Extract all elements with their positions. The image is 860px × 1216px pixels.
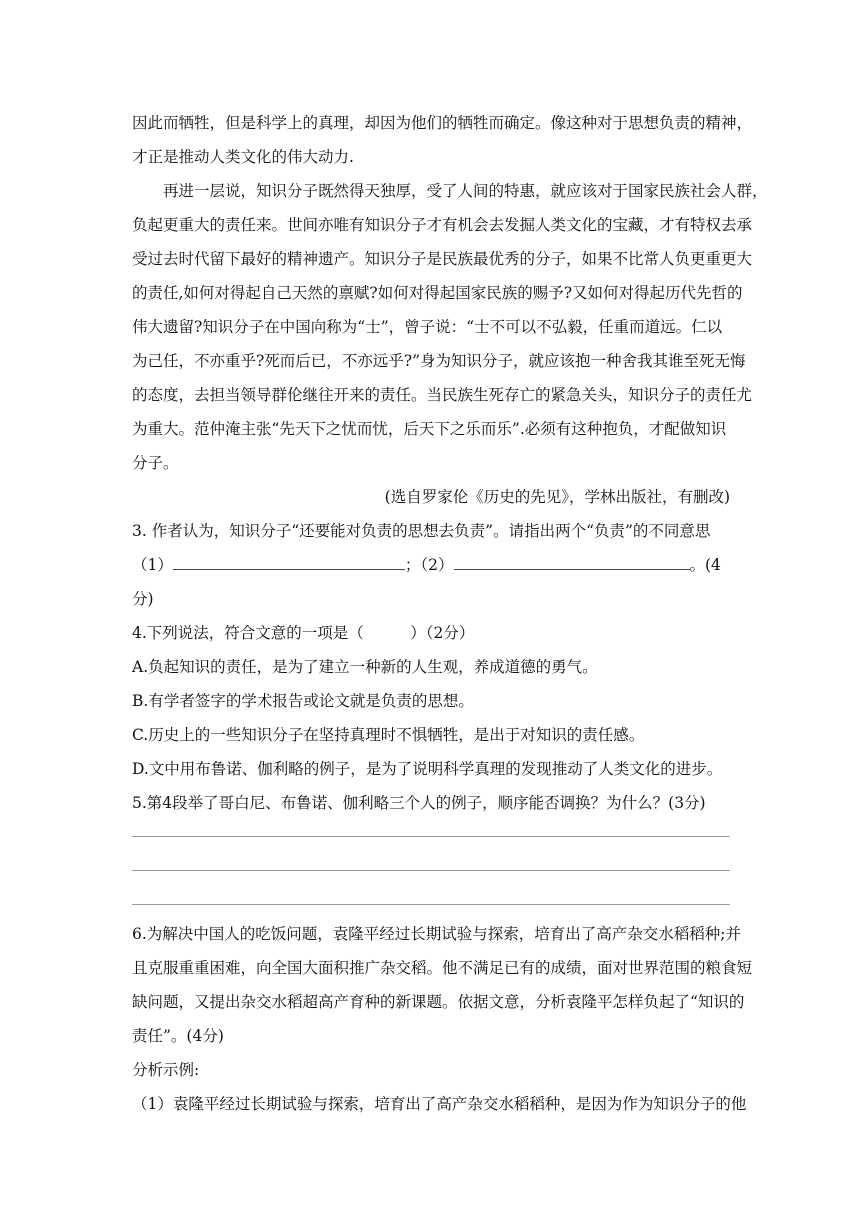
passage-line: 为己任，不亦重乎?死而后已，不亦远乎?”身为知识分子，就应该抱一种舍我其谁至死无悔 (132, 352, 746, 370)
passage-source: (选自罗家伦《历史的先见》，学林出版社，有删改) (384, 488, 730, 506)
question-3-stem: 3. 作者认为，知识分子“还要能对负责的思想去负责”。请指出两个“负责”的不同意思 (132, 522, 711, 540)
question-6-line: 且克服重重困难，向全国大面积推广杂交稻。他不满足已有的成绩，面对世界范围的粮食短 (132, 959, 753, 977)
example-label: 分析示例: (132, 1061, 200, 1079)
answer-rule[interactable] (132, 836, 730, 837)
answer-blank-1[interactable] (173, 553, 405, 570)
option-d: D.文中用布鲁诺、伽利略的例子，是为了说明科学真理的发现推动了人类文化的进步。 (132, 760, 723, 778)
question-5-stem: 5.第4段举了哥白尼、布鲁诺、伽利略三个人的例子，顺序能否调换？为什么？(3分) (132, 794, 706, 812)
option-a: A.负起知识的责任，是为了建立一种新的人生观，养成道德的勇气。 (132, 658, 598, 676)
answer-blank-2[interactable] (454, 553, 690, 570)
passage-line: 的态度，去担当领导群伦继往开来的责任。当民族生死存亡的紧急关头，知识分子的责任尤 (132, 386, 753, 404)
passage-line: 的责任,如何对得起自己天然的禀赋?如何对得起国家民族的赐予?又如何对得起历代先哲的 (132, 284, 743, 302)
question-6-line: 缺问题，又提出杂交水稻超高产育种的新课题。依据文意，分析袁隆平怎样负起了“知识的 (132, 993, 745, 1011)
passage-line: 为重大。范仲淹主张“先天下之忧而忧，后天下之乐而乐”.必须有这种抱负，才配做知识 (132, 420, 727, 438)
option-c: C.历史上的一些知识分子在坚持真理时不惧牺牲，是出于对知识的责任感。 (132, 726, 645, 744)
passage-line: 受过去时代留下最好的精神遗产。知识分子是民族最优秀的分子，如果不比常人负更重更大 (132, 250, 753, 268)
passage-line: 负起更重大的责任来。世间亦唯有知识分子才有机会去发掘人类文化的宝藏，才有特权去承 (132, 216, 753, 234)
score-note: 。(4 (689, 556, 721, 574)
question-4-stem: 4.下列说法，符合文意的一项是（ ）（2分） (132, 624, 475, 642)
question-6 (132, 917, 753, 1121)
answer-rule[interactable] (132, 870, 730, 871)
question-6-line: 责任”。(4分) (132, 1027, 224, 1045)
question-3-score-end: 分) (132, 590, 154, 608)
passage-line: 因此而牺牲，但是科学上的真理，却因为他们的牺牲而确定。像这种对于思想负责的精神， (132, 114, 753, 132)
answer-separator: ；（2） (404, 556, 454, 574)
option-b: B.有学者签字的学术报告或论文就是负责的思想。 (132, 692, 474, 710)
question-6-line: 6.为解决中国人的吃饭问题，袁隆平经过长期试验与探索，培育出了高产杂交水稻稻种;并 (132, 925, 742, 943)
answer-rule[interactable] (132, 904, 730, 905)
passage-line: 再进一层说，知识分子既然得天独厚，受了人间的特惠，就应该对于国家民族社会人群， (163, 182, 768, 200)
passage-line: 伟大遗留?知识分子在中国向称为“士”，曾子说：“士不可以不弘毅，任重而道远。仁以 (132, 318, 723, 336)
passage (132, 106, 768, 820)
passage-line: 才正是推动人类文化的伟大动力. (132, 148, 354, 166)
passage-line: 分子。 (132, 454, 179, 472)
question-3-answer-line (132, 548, 730, 582)
answer-label-1: （1） (132, 556, 173, 574)
example-item-1: （1）袁隆平经过长期试验与探索，培育出了高产杂交水稻稻种，是因为作为知识分子的他 (132, 1095, 747, 1113)
